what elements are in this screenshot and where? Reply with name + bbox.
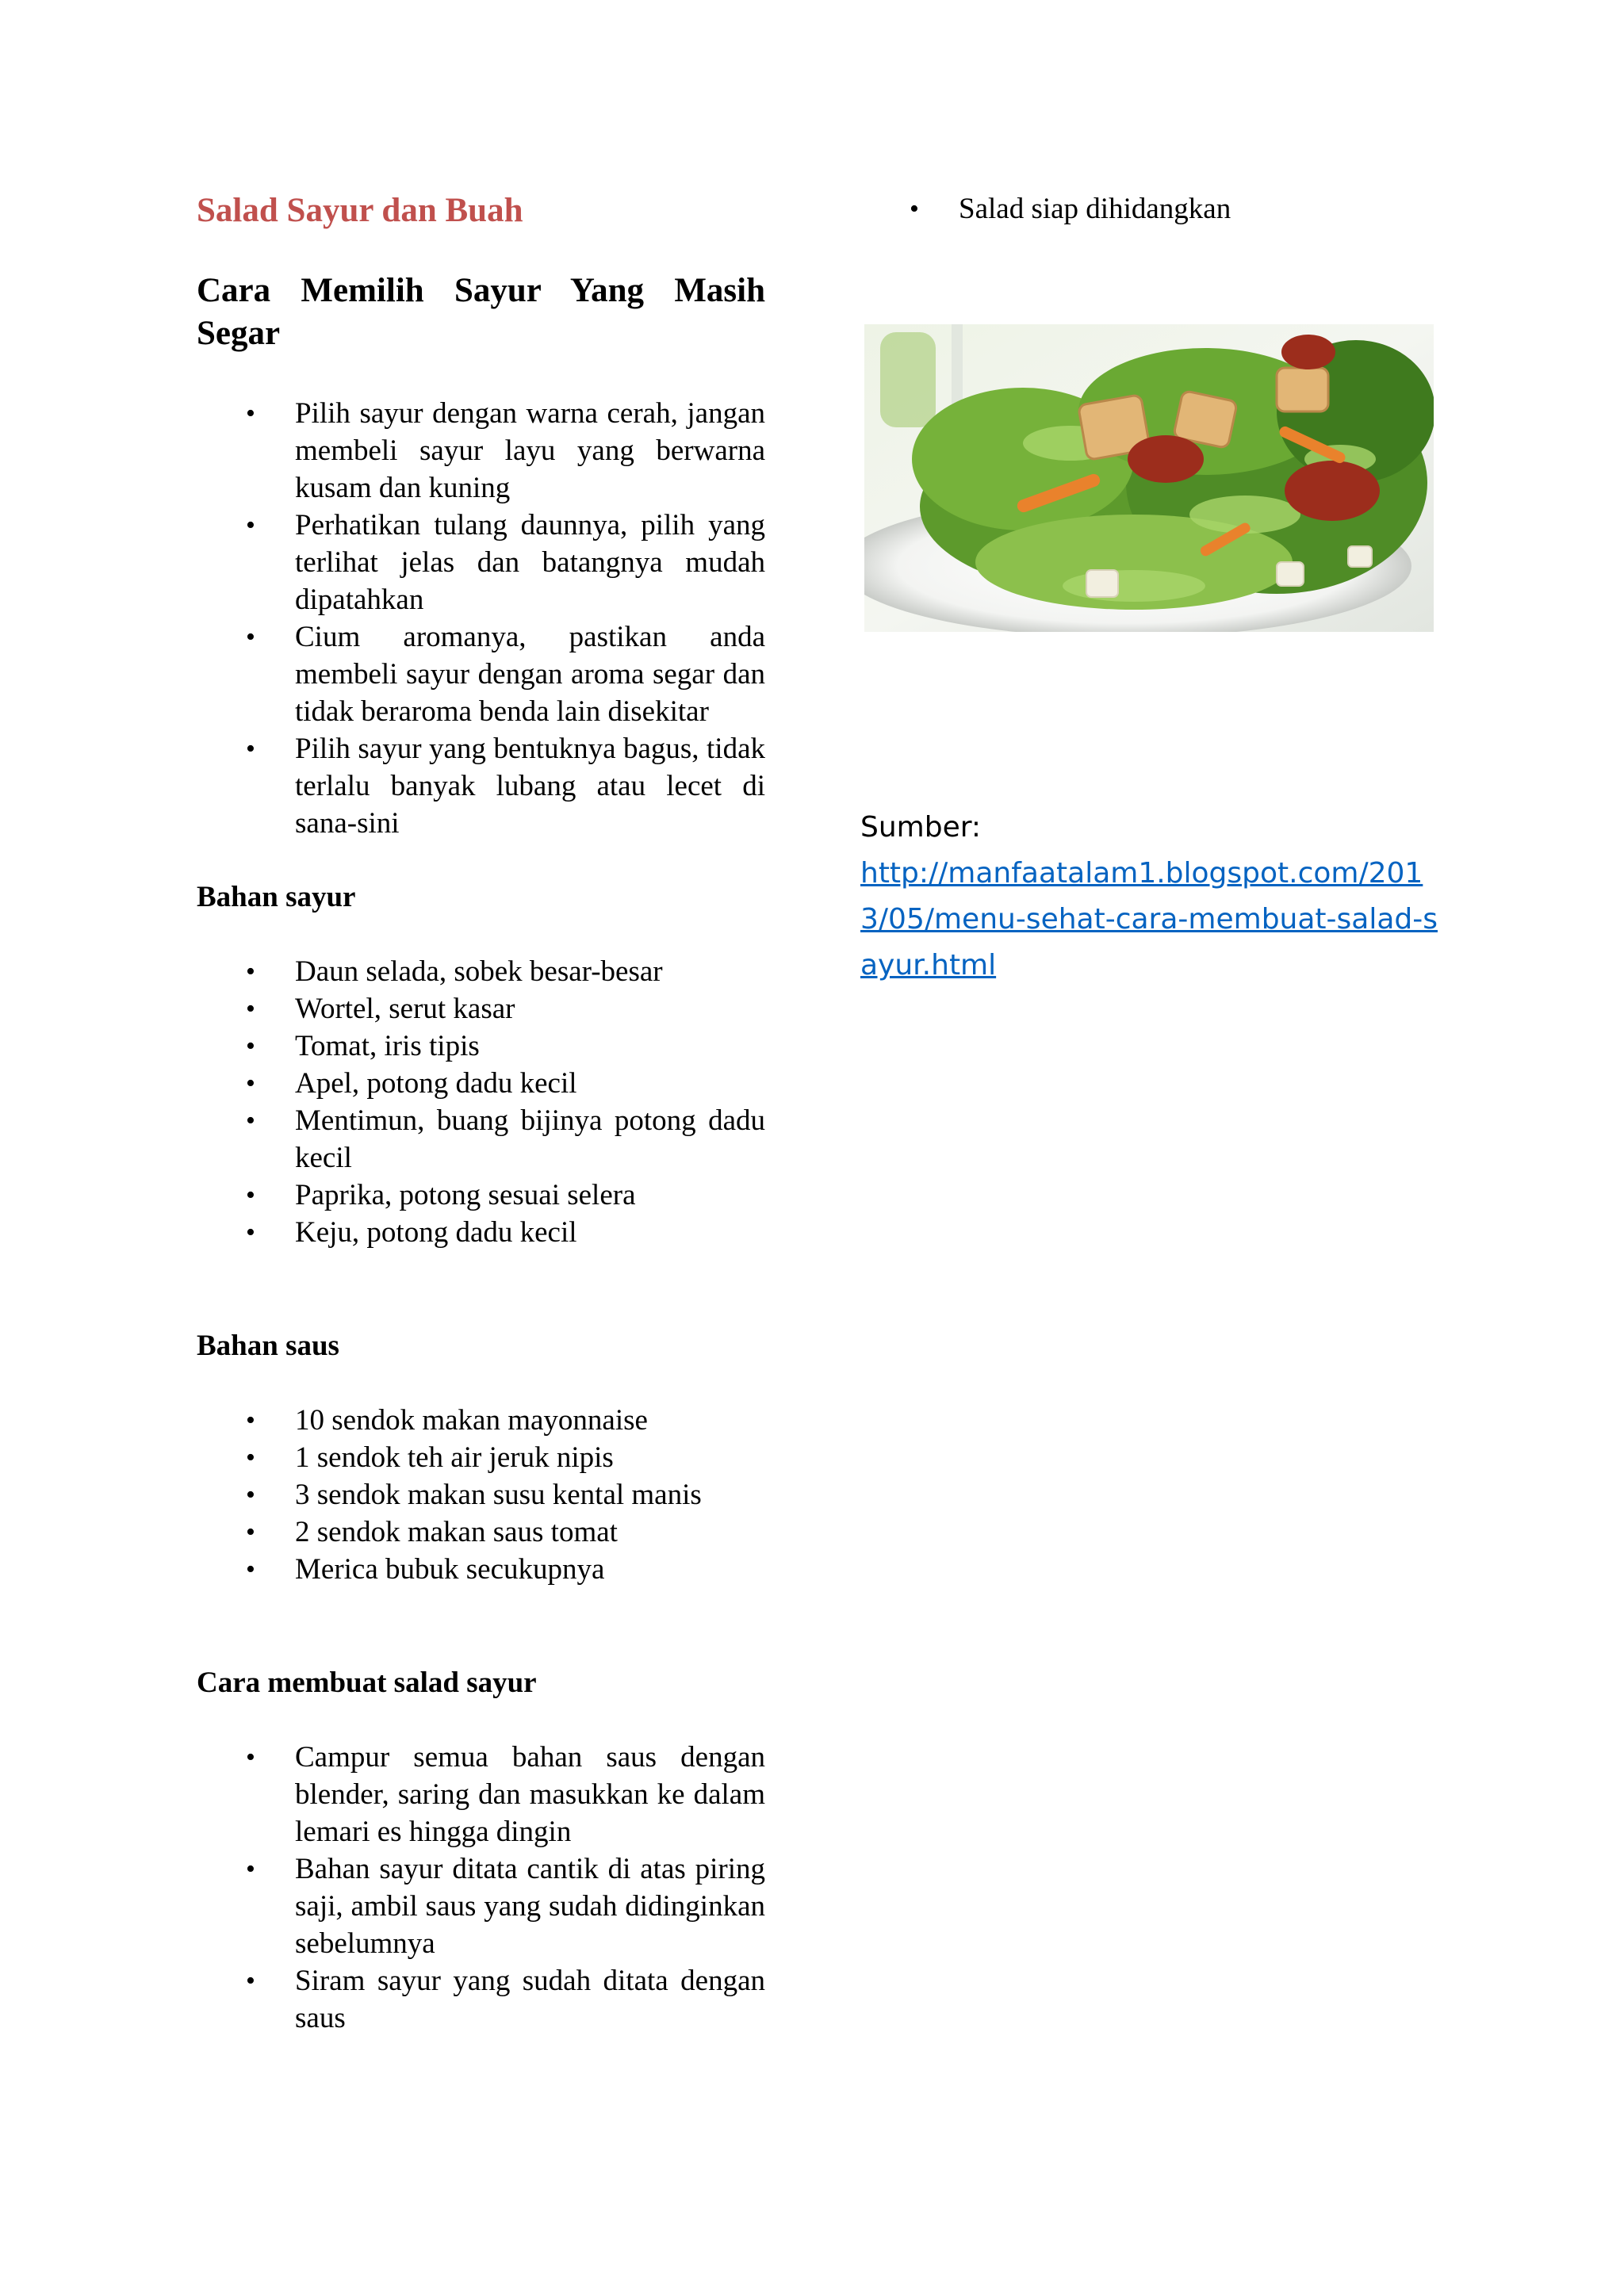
list-item: • Paprika, potong sesuai selera	[197, 1177, 765, 1214]
heading-vegetable-ingredients: Bahan sayur	[197, 880, 356, 913]
left-column	[197, 190, 765, 2037]
list-item: • 1 sendok teh air jeruk nipis	[197, 1439, 765, 1476]
method-list-continued	[860, 190, 1439, 228]
heading-sauce-ingredients: Bahan saus	[197, 1329, 339, 1362]
list-item: • Mentimun, buang bijinya potong dadu kecil	[197, 1102, 765, 1177]
heading-choose-vegetables: Cara Memilih Sayur Yang Masih Segar	[197, 271, 765, 352]
sauce-ingredients-list	[197, 1402, 765, 1588]
method-list	[197, 1739, 765, 2037]
list-item: • Wortel, serut kasar	[197, 990, 765, 1027]
right-column	[860, 190, 1439, 989]
source-citation	[860, 805, 1439, 989]
salad-photo	[864, 324, 1434, 632]
page-title: Salad Sayur dan Buah	[197, 192, 523, 229]
choose-vegetables-list	[197, 395, 765, 842]
list-item: • Cium aromanya, pastikan anda membeli sayur dengan aroma segar dan tidak beraroma benda lain disekitar	[197, 618, 765, 730]
list-item: • Pilih sayur dengan warna cerah, jangan membeli sayur layu yang berwarna kusam dan kuning	[197, 395, 765, 507]
vegetable-ingredients-list	[197, 953, 765, 1251]
list-item: • Pilih sayur yang bentuknya bagus, tidak terlalu banyak lubang atau lecet di sana-sini	[197, 730, 765, 842]
list-item: • Salad siap dihidangkan	[860, 190, 1439, 228]
list-item: • Campur semua bahan saus dengan blender, saring dan masukkan ke dalam lemari es hingga dingin	[197, 1739, 765, 1850]
list-item: • Keju, potong dadu kecil	[197, 1214, 765, 1251]
list-item: • Tomat, iris tipis	[197, 1027, 765, 1065]
list-item: • 2 sendok makan saus tomat	[197, 1513, 765, 1551]
list-item: • Daun selada, sobek besar-besar	[197, 953, 765, 990]
list-item: • Siram sayur yang sudah ditata dengan saus	[197, 1962, 765, 2037]
source-link[interactable]: http://manfaatalam1.blogspot.com/2013/05/menu-sehat-cara-membuat-salad-sayur.html	[860, 857, 1438, 982]
list-item: • 3 sendok makan susu kental manis	[197, 1476, 765, 1513]
source-label: Sumber:	[860, 811, 982, 844]
list-item: • Bahan sayur ditata cantik di atas piring saji, ambil saus yang sudah didinginkan sebelumnya	[197, 1850, 765, 1962]
list-item: • Apel, potong dadu kecil	[197, 1065, 765, 1102]
heading-method: Cara membuat salad sayur	[197, 1666, 537, 1699]
list-item: • Perhatikan tulang daunnya, pilih yang terlihat jelas dan batangnya mudah dipatahkan	[197, 507, 765, 618]
list-item: • Merica bubuk secukupnya	[197, 1551, 765, 1588]
list-item: • 10 sendok makan mayonnaise	[197, 1402, 765, 1439]
